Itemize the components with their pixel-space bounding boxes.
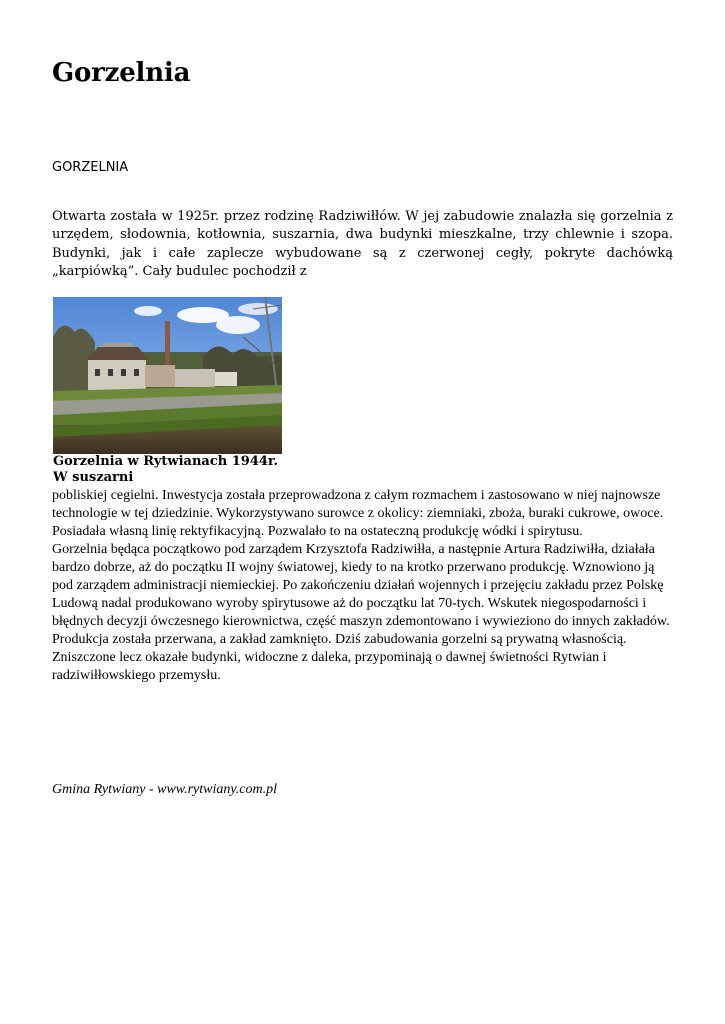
photo-caption: Gorzelnia w Rytwianach 1944r. W suszarni [53, 454, 279, 485]
body-paragraph-2: Gorzelnia będąca początkowo pod zarządem Krzysztofa Radziwiłła, a następnie Artura Radziwiłła, działała bardzo dobrze, aż do początku II wojny światowej, kiedy to na krotko przerwano produkcję. Wznowiono ją pod zarządem administracji niemieckiej. Po zakończeniu działań wojennych i przejęciu zakładu przez Polskę Ludową nadal produkowano wyroby spirytusowe aż do początku lat 70-tych. Wskutek niegospodarności i błędnych decyzji ówczesnego kierownictwa, część maszyn zdemontowano i wywieziono do innych zakładów. Produkcja została przerwana, a zakład zamknięto. Dziś zabudowania gorzelni są prywatną własnością. Zniszczone lecz okazałe budynki, widoczne z daleka, przypominają o dawnej świetności Rytwian i radziwiłłowskiego przemysłu. [52, 542, 670, 683]
body-text [52, 487, 677, 685]
section-label: GORZELNIA [52, 160, 129, 175]
intro-paragraph: Otwarta została w 1925r. przez rodzinę Radziwiłłów. W jej zabudowie znalazła się gorzelnia z urzędem, słodownia, kotłownia, suszarnia, dwa budynki mieszkalne, trzy chlewnie i szopa. Budynki, jak i całe zaplecze wybudowane są z czerwonej cegły, pokryte dachówką „karpiówką”. Cały budulec pochodził z [52, 209, 673, 279]
page-title: Gorzelnia [52, 58, 191, 88]
distillery-photo [53, 297, 282, 454]
footer-source: Gmina Rytwiany - www.rytwiany.com.pl [52, 782, 278, 797]
body-paragraph-1: pobliskiej cegielni. Inwestycja została przeprowadzona z całym rozmachem i zastosowano w niej najnowsze technologie w tej dziedzinie. Wykorzystywano surowce z okolicy: ziemniaki, zboża, buraki cukrowe, owoce. Posiadała własną linię rektyfikacyjną. Pozwalało to na ostateczną produkcję wódki i spirytusu. [52, 488, 664, 539]
